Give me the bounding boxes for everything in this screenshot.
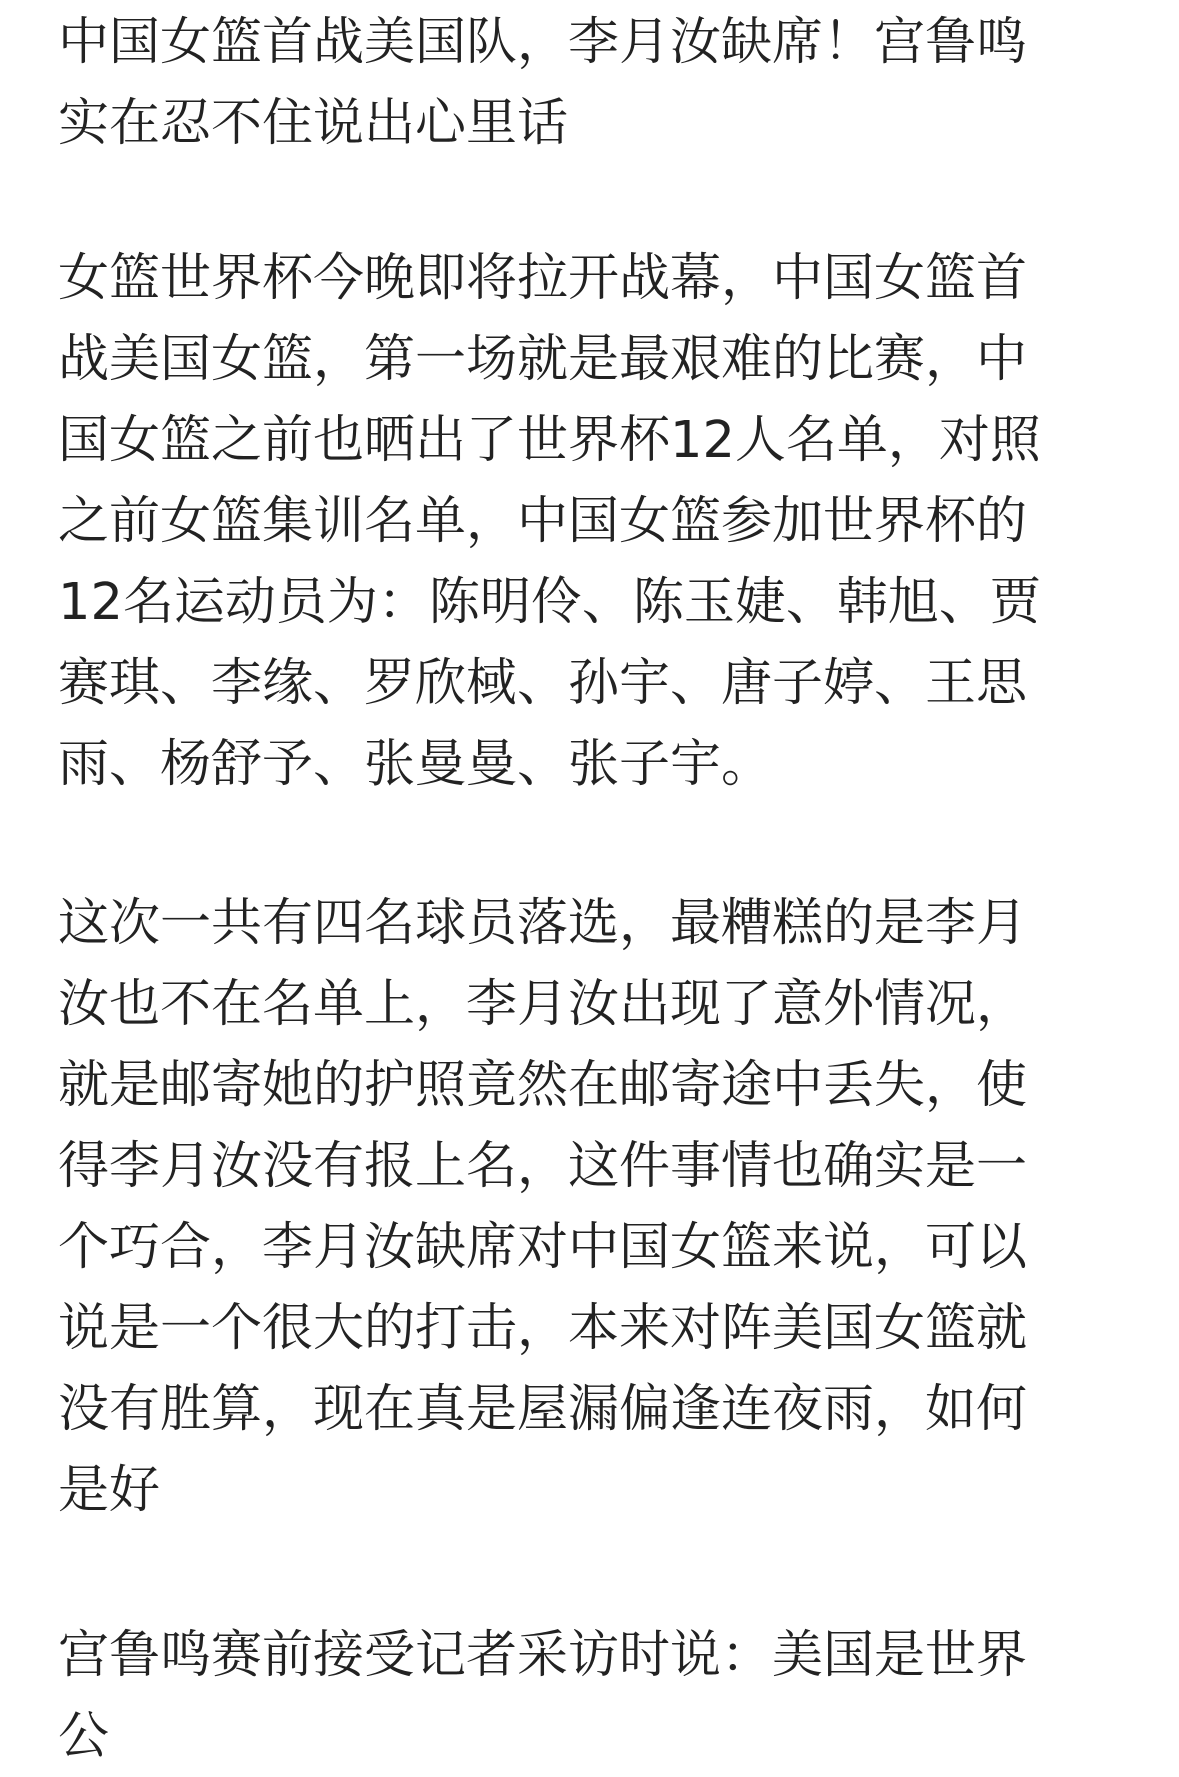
paragraph-li-yueru-absence: 这次一共有四名球员落选，最糟糕的是李月汝也不在名单上，李月汝出现了意外情况，就是邮寄她的护照竟然在邮寄途中丢失，使得李月汝没有报上名，这件事情也确实是一个巧合，李月汝缺席对中国女篮来说，可以说是一个很大的打击，本来对阵美国女篮就没有胜算，现在真是屋漏偏逢连夜雨，如何是好: [58, 894, 1028, 1520]
paragraph-roster: 女篮世界杯今晚即将拉开战幕，中国女篮首战美国女篮，第一场就是最艰难的比赛，中国女篮之前也晒出了世界杯12人名单，对照之前女篮集训名单，中国女篮参加世界杯的12名运动员为：陈明伶、陈玉婕、韩旭、贾赛琪、李缘、罗欣棫、孙宇、唐子婷、王思雨、杨舒予、张曼曼、张子宇。: [58, 249, 1041, 794]
paragraph-gong-luming-interview: 宫鲁鸣赛前接受记者采访时说：美国是世界公: [58, 1626, 1028, 1766]
article-title: 中国女篮首战美国队，李月汝缺席！宫鲁鸣实在忍不住说出心里话: [58, 13, 1028, 153]
article-body: [58, 0, 1058, 1777]
